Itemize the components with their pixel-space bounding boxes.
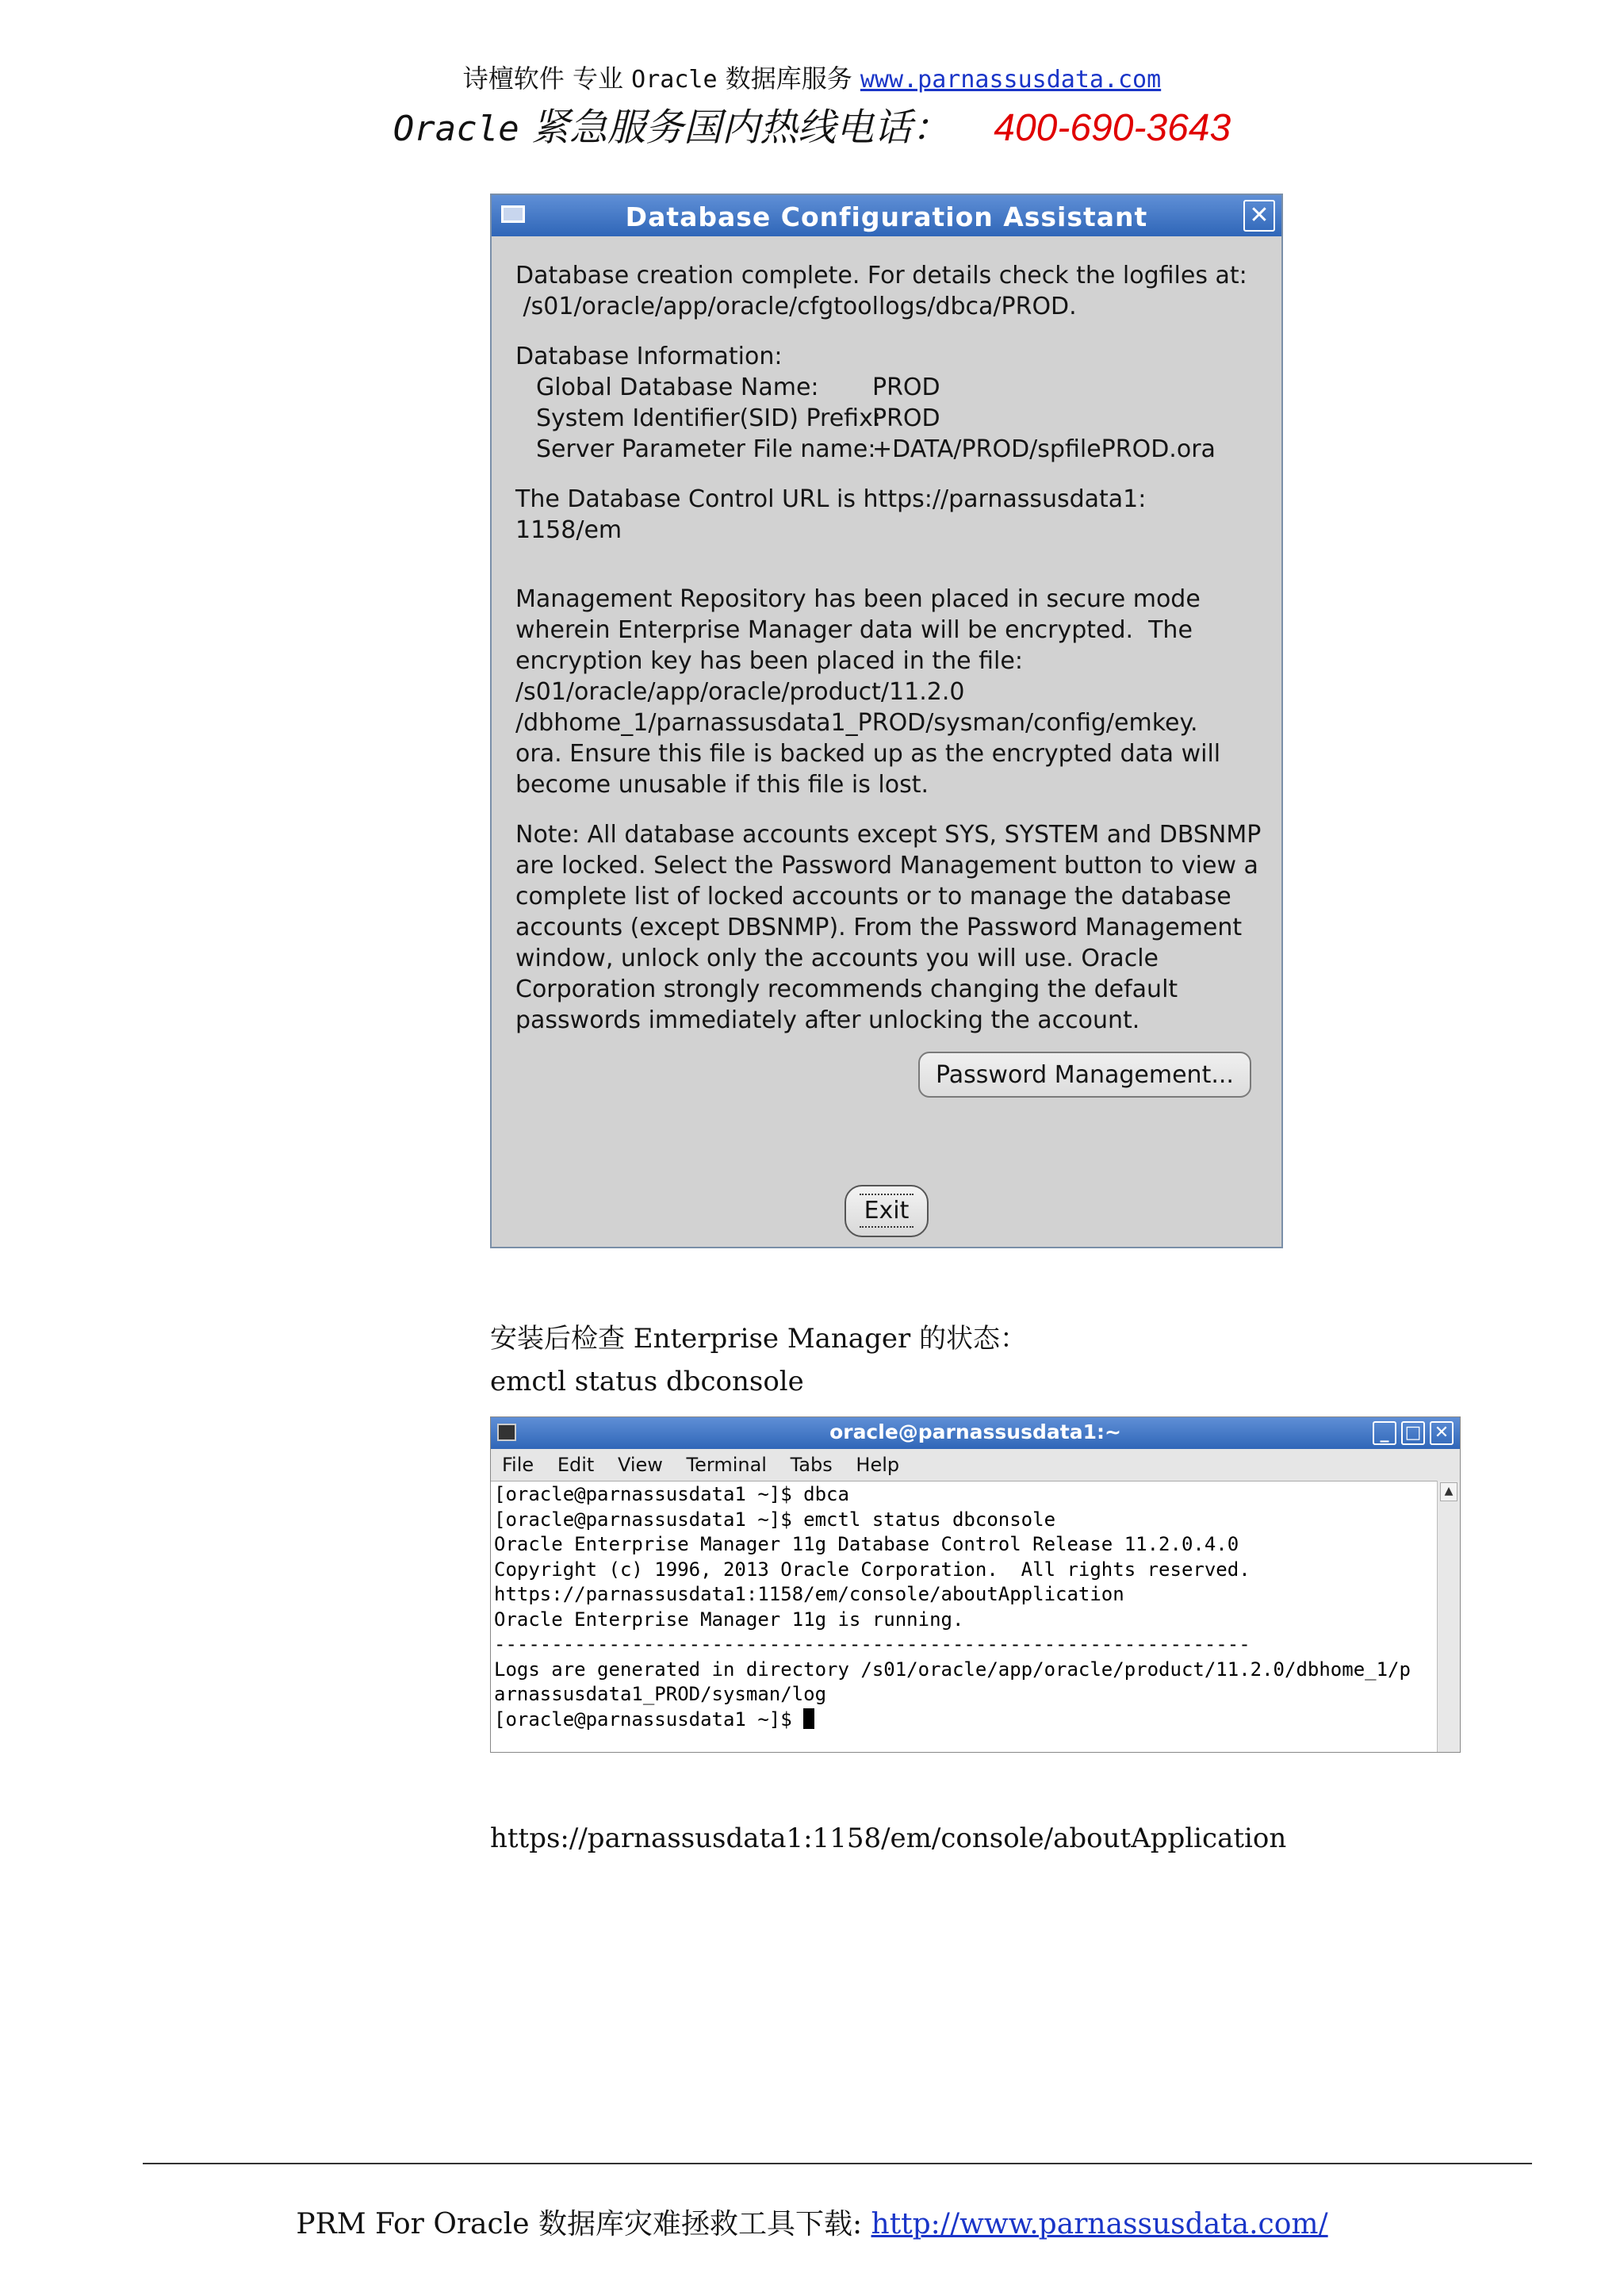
menu-help[interactable]: Help (856, 1454, 900, 1476)
terminal-cursor (803, 1708, 814, 1729)
footer-text: PRM For Oracle 数据库灾难拯救工具下载: (296, 2208, 871, 2240)
note-line: Note: All database accounts except SYS, SYSTEM and DBSNMP (515, 821, 1262, 849)
terminal-line: Logs are generated in directory /s01/oracle/app/oracle/product/11.2.0/dbhome_1/p (494, 1658, 1411, 1681)
info-row: Server Parameter File name: +DATA/PROD/spfilePROD.ora (536, 435, 1216, 463)
completion-line-2: /s01/oracle/app/oracle/cfgtoollogs/dbca/PROD. (515, 293, 1077, 320)
terminal-window (490, 1416, 1461, 1753)
terminal-line: Oracle Enterprise Manager 11g is running. (494, 1608, 964, 1631)
check-status-text: 安装后检查 Enterprise Manager 的状态： (490, 1323, 1028, 1355)
close-icon[interactable]: ✕ (1243, 200, 1275, 232)
menu-terminal[interactable]: Terminal (686, 1454, 767, 1476)
control-url-line-2: 1158/em (515, 516, 622, 544)
dialog-title: Database Configuration Assistant (625, 201, 1148, 232)
terminal-titlebar (491, 1417, 1460, 1449)
control-url-line-1: The Database Control URL is https://parnassusdata1: (515, 485, 1147, 513)
note-line: Corporation strongly recommends changing the default (515, 976, 1178, 1003)
terminal-line: Copyright (c) 1996, 2013 Oracle Corporation. All rights reserved. (494, 1558, 1251, 1581)
menu-edit[interactable]: Edit (557, 1454, 595, 1476)
close-icon[interactable]: ✕ (1430, 1421, 1454, 1445)
repo-line: wherein Enterprise Manager data will be encrypted. The (515, 616, 1193, 644)
terminal-line: [oracle@parnassusdata1 ~]$ dbca (494, 1483, 849, 1505)
note-line: accounts (except DBSNMP). From the Password Management (515, 914, 1243, 941)
note-line: window, unlock only the accounts you will use. Oracle (515, 945, 1159, 972)
terminal-prompt: [oracle@parnassusdata1 ~]$ (494, 1708, 804, 1731)
repo-line: ora. Ensure this file is backed up as the encrypted data will (515, 740, 1221, 768)
command-text: emctl status dbconsole (490, 1366, 804, 1397)
repo-line: /s01/oracle/app/oracle/product/11.2.0 (515, 678, 965, 706)
repo-line: become unusable if this file is lost. (515, 771, 929, 799)
dbca-dialog (490, 194, 1283, 1248)
header-website-link[interactable]: www.parnassusdata.com (860, 66, 1162, 94)
info-row: System Identifier(SID) Prefix: PROD (536, 404, 940, 432)
minimize-icon[interactable]: _ (1373, 1421, 1396, 1445)
info-heading: Database Information: (515, 343, 783, 370)
header-line-1 (0, 59, 1624, 95)
hotline-phone: 400-690-3643 (994, 107, 1231, 149)
repo-line: /dbhome_1/parnassusdata1_PROD/sysman/config/emkey. (515, 709, 1198, 737)
info-row: Global Database Name: PROD (536, 374, 940, 401)
exit-button-label: Exit (860, 1194, 914, 1228)
hotline-label: 紧急服务国内热线电话： (531, 105, 951, 150)
terminal-line: [oracle@parnassusdata1 ~]$ emctl status dbconsole (494, 1508, 1056, 1531)
terminal-prompt-line (494, 1708, 1436, 1733)
menu-tabs[interactable]: Tabs (790, 1454, 833, 1476)
note-line: are locked. Select the Password Management button to view a (515, 852, 1258, 880)
menu-file[interactable]: File (502, 1454, 534, 1476)
console-url-text: https://parnassusdata1:1158/em/console/aboutApplication (490, 1823, 1287, 1854)
header-line-2 (0, 97, 1624, 151)
terminal-scrollbar[interactable] (1437, 1481, 1460, 1752)
terminal-line: arnassusdata1_PROD/sysman/log (494, 1683, 827, 1705)
terminal-output[interactable] (491, 1481, 1436, 1752)
repo-line: Management Repository has been placed in secure mode (515, 585, 1201, 613)
maximize-icon[interactable]: □ (1401, 1421, 1425, 1445)
header-oracle: Oracle (631, 66, 718, 94)
terminal-line: ------------------------------------------------------------------ (494, 1633, 1251, 1655)
header-company: 诗檀软件 专业 (462, 63, 623, 94)
header-service: 数据库服务 (725, 63, 852, 94)
hotline-oracle: Oracle (393, 109, 519, 149)
terminal-menubar (491, 1449, 1460, 1481)
footer (0, 2202, 1624, 2242)
note-line: complete list of locked accounts or to manage the database (515, 883, 1231, 910)
footer-divider (143, 2163, 1532, 2164)
exit-button[interactable] (845, 1185, 929, 1237)
footer-link[interactable]: http://www.parnassusdata.com/ (871, 2208, 1328, 2240)
terminal-title: oracle@parnassusdata1:~ (829, 1420, 1121, 1443)
password-management-button[interactable]: Password Management... (918, 1052, 1251, 1098)
repo-line: encryption key has been placed in the file: (515, 647, 1023, 675)
dialog-titlebar (492, 195, 1281, 236)
menu-view[interactable]: View (617, 1454, 663, 1476)
completion-line-1: Database creation complete. For details check the logfiles at: (515, 262, 1247, 289)
dialog-body (515, 260, 1262, 1036)
note-line: passwords immediately after unlocking the account. (515, 1006, 1140, 1034)
terminal-line: Oracle Enterprise Manager 11g Database Control Release 11.2.0.4.0 (494, 1533, 1239, 1555)
scroll-up-icon[interactable]: ▲ (1440, 1482, 1457, 1501)
terminal-line: https://parnassusdata1:1158/em/console/aboutApplication (494, 1583, 1124, 1605)
